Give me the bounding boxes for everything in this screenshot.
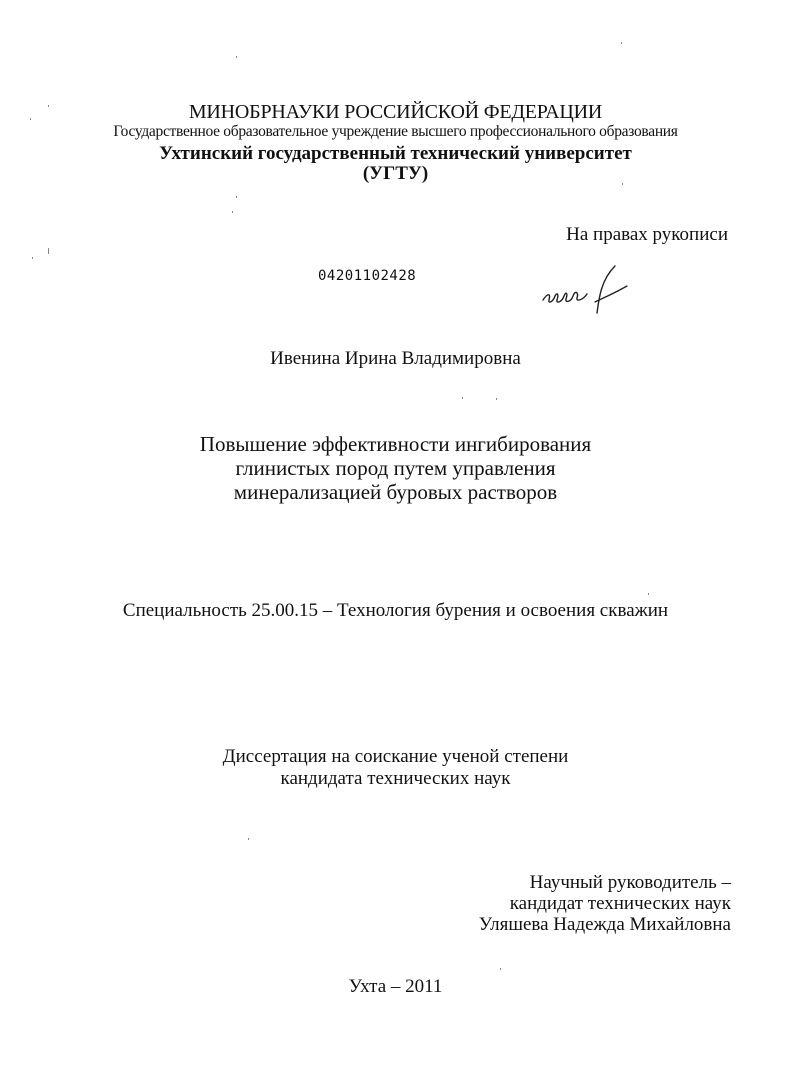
scan-speck — [622, 183, 623, 185]
supervisor-degree: кандидат технических наук — [509, 893, 731, 914]
dissertation-title-line-1: Повышение эффективности ингибирования — [199, 432, 592, 456]
scan-speck — [500, 968, 501, 970]
dissertation-title-line-2: глинистых пород путем управления — [235, 456, 556, 480]
scan-speck — [621, 42, 622, 44]
ministry-heading: МИНОБРНАУКИ РОССИЙСКОЙ ФЕДЕРАЦИИ — [188, 101, 603, 123]
scan-speck — [496, 398, 497, 400]
scan-speck — [30, 118, 31, 120]
scan-speck — [248, 838, 249, 840]
dissertation-title-line-3: минерализацией буровых растворов — [233, 480, 558, 504]
scan-speck — [648, 593, 649, 595]
scan-speck — [236, 196, 237, 198]
manuscript-note: На правах рукописи — [566, 224, 728, 245]
scan-speck — [462, 397, 463, 399]
supervisor-name: Уляшева Надежда Михайловна — [478, 914, 731, 935]
place-and-year: Ухта – 2011 — [348, 976, 443, 997]
author-name: Ивенина Ирина Владимировна — [270, 348, 521, 369]
scan-speck — [48, 105, 49, 107]
dissertation-degree-line-2: кандидата технических наук — [280, 768, 511, 789]
university-abbreviation: (УГТУ) — [362, 163, 429, 184]
university-name: Ухтинский государственный технический университет — [159, 143, 632, 164]
specialty: Специальность 25.00.15 – Технология бурения и освоения скважин — [122, 600, 669, 621]
dissertation-degree-line-1: Диссертация на соискание ученой степени — [222, 746, 569, 767]
scan-speck — [48, 248, 49, 254]
scan-speck — [32, 257, 33, 259]
signature-icon — [535, 258, 645, 318]
supervisor-role: Научный руководитель – — [529, 872, 731, 893]
scan-speck — [232, 211, 233, 213]
registration-code: 04201102428 — [318, 268, 417, 284]
scan-speck — [236, 56, 237, 58]
institution-type: Государственное образовательное учреждение высшего профессионального образования — [113, 123, 678, 140]
